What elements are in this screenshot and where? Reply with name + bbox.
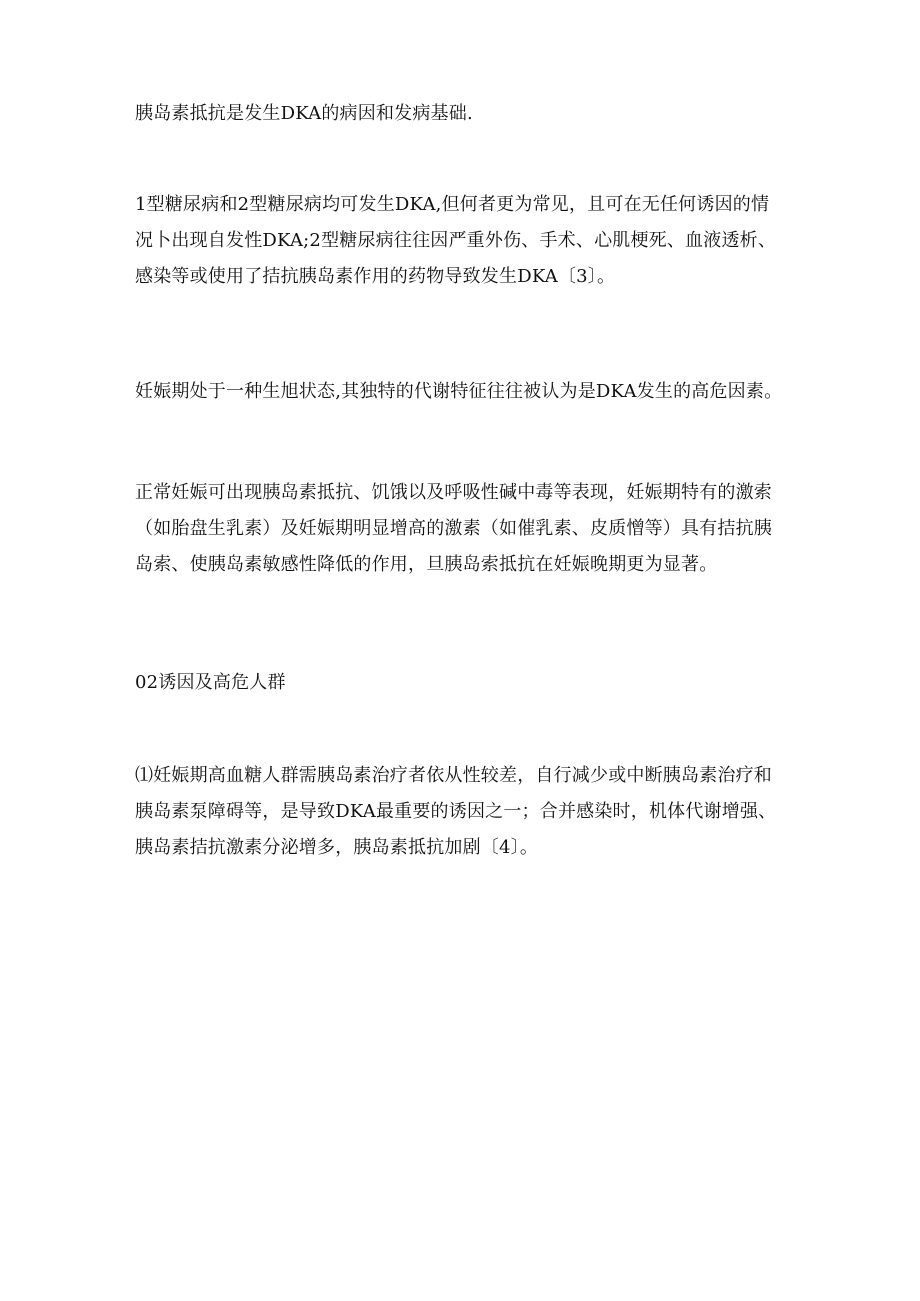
text-line: （如胎盘生乳素）及妊娠期明显增高的激素（如催乳素、皮质憎等）具有拮抗胰 bbox=[135, 518, 772, 539]
text-line: 感染等或使用了拮抗胰岛素作用的药物导致发生DKA〔3〕。 bbox=[135, 266, 616, 287]
text-line: 岛索、使胰岛素敏感性降低的作用，旦胰岛索抵抗在妊娠晚期更为显著。 bbox=[135, 554, 718, 575]
text-line: 胰岛素抵抗是发生DKA的病因和发病基础. bbox=[135, 103, 473, 124]
text-line: 1型糖尿病和2型糖尿病均可发生DKA,但何者更为常见，且可在无任何诱因的情 bbox=[135, 194, 770, 215]
section-heading bbox=[135, 665, 795, 701]
text-line: 胰岛素泵障碍等，是导致DKA最重要的诱因之一；合并感染时，机体代谢增强、 bbox=[135, 801, 777, 822]
text-line: ⑴妊娠期高血糖人群需胰岛素治疗者依从性较差，自行减少或中断胰岛素治疗和 bbox=[135, 765, 772, 786]
paragraph-insulin-resistance bbox=[135, 96, 795, 132]
paragraph-normal-pregnancy bbox=[135, 475, 795, 583]
text-line: 02诱因及高危人群 bbox=[135, 672, 286, 693]
paragraph-triggers bbox=[135, 758, 795, 866]
text-line: 妊娠期处于一种生旭状态,其独特的代谢特征往往被认为是DKA发生的高危因素。 bbox=[135, 381, 783, 402]
paragraph-pregnancy-risk bbox=[135, 374, 795, 410]
text-line: 况卜出现自发性DKA;2型糖尿病往往因严重外伤、手术、心肌梗死、血液透析、 bbox=[135, 230, 777, 251]
paragraph-diabetes-types bbox=[135, 187, 795, 295]
text-line: 胰岛素拮抗激素分泌增多，胰岛素抵抗加剧〔4〕。 bbox=[135, 837, 539, 858]
text-line: 正常妊娠可出现胰岛素抵抗、饥饿以及呼吸性碱中毒等表现，妊娠期特有的激索 bbox=[135, 482, 772, 503]
